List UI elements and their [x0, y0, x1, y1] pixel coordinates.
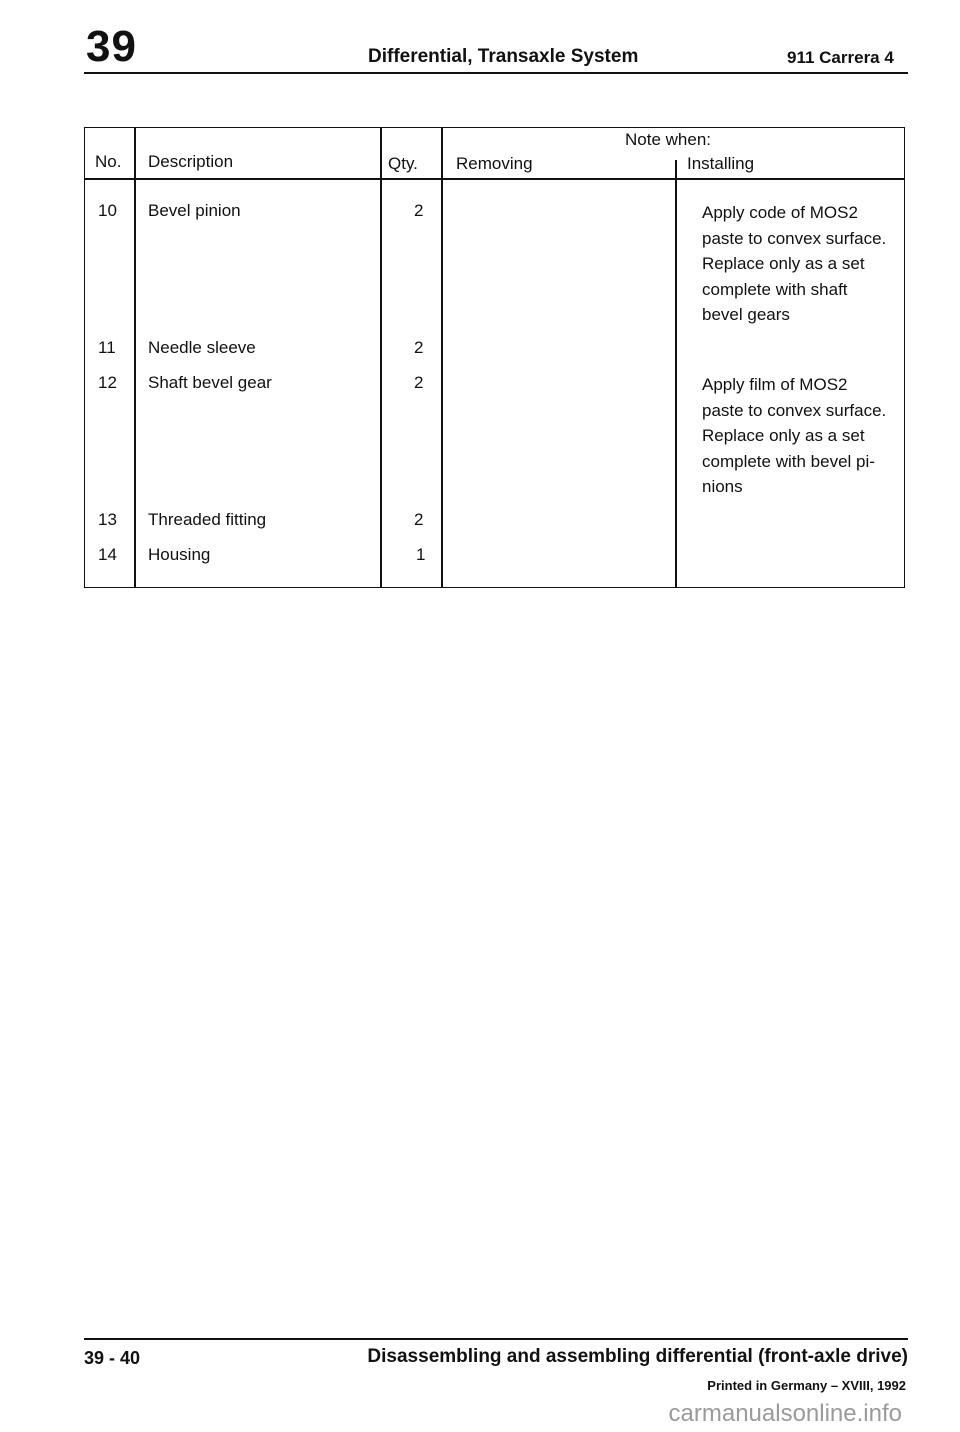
note-line: nions: [702, 477, 743, 496]
row-description: Shaft bevel gear: [148, 373, 272, 392]
row-qty: 1: [416, 545, 426, 564]
row-installing-note: [702, 372, 886, 500]
footer-title: Disassembling and assembling differential (front-axle drive): [367, 1346, 908, 1367]
header-removing: Removing: [456, 154, 533, 173]
row-description: Needle sleeve: [148, 338, 256, 357]
note-line: Replace only as a set: [702, 254, 865, 273]
row-qty: 2: [414, 338, 424, 357]
watermark: carmanualsonline.info: [668, 1400, 902, 1427]
header-rule: [84, 72, 908, 74]
header-no: No.: [95, 152, 122, 171]
note-line: Apply code of MOS2: [702, 203, 858, 222]
row-no: 14: [98, 545, 117, 564]
row-qty: 2: [414, 373, 424, 392]
header-underline: [84, 178, 905, 180]
row-installing-note: [702, 200, 886, 328]
row-description: Bevel pinion: [148, 201, 241, 220]
model-name: 911 Carrera 4: [787, 48, 894, 67]
note-line: complete with shaft: [702, 279, 848, 299]
note-line: Apply film of MOS2: [702, 375, 848, 394]
header-note-when: Note when:: [625, 130, 711, 149]
column-divider-no: [134, 127, 136, 588]
row-no: 10: [98, 201, 117, 220]
note-line: Replace only as a set: [702, 426, 865, 445]
column-divider-description: [380, 127, 382, 588]
row-qty: 2: [414, 510, 424, 529]
note-line: bevel gears: [702, 305, 790, 324]
page-title: Differential, Transaxle System: [368, 46, 639, 67]
header-description: Description: [148, 152, 234, 171]
row-qty: 2: [414, 201, 424, 220]
section-number: 39: [86, 22, 137, 71]
row-description: Housing: [148, 545, 211, 564]
row-no: 13: [98, 510, 117, 529]
note-line: paste to convex surface.: [702, 228, 887, 248]
page-number: 39 - 40: [84, 1348, 141, 1368]
note-line: paste to convex surface.: [702, 400, 887, 420]
row-description: Threaded fitting: [148, 510, 267, 529]
footer-rule: [84, 1338, 908, 1340]
row-no: 12: [98, 373, 117, 392]
column-divider-qty: [441, 127, 443, 588]
row-no: 11: [98, 338, 116, 357]
column-divider-removing: [675, 160, 677, 588]
note-line: complete with bevel pi-: [702, 451, 875, 471]
header-qty: Qty.: [388, 154, 418, 173]
header-installing: Installing: [687, 154, 755, 173]
print-info: Printed in Germany – XVIII, 1992: [707, 1378, 906, 1393]
